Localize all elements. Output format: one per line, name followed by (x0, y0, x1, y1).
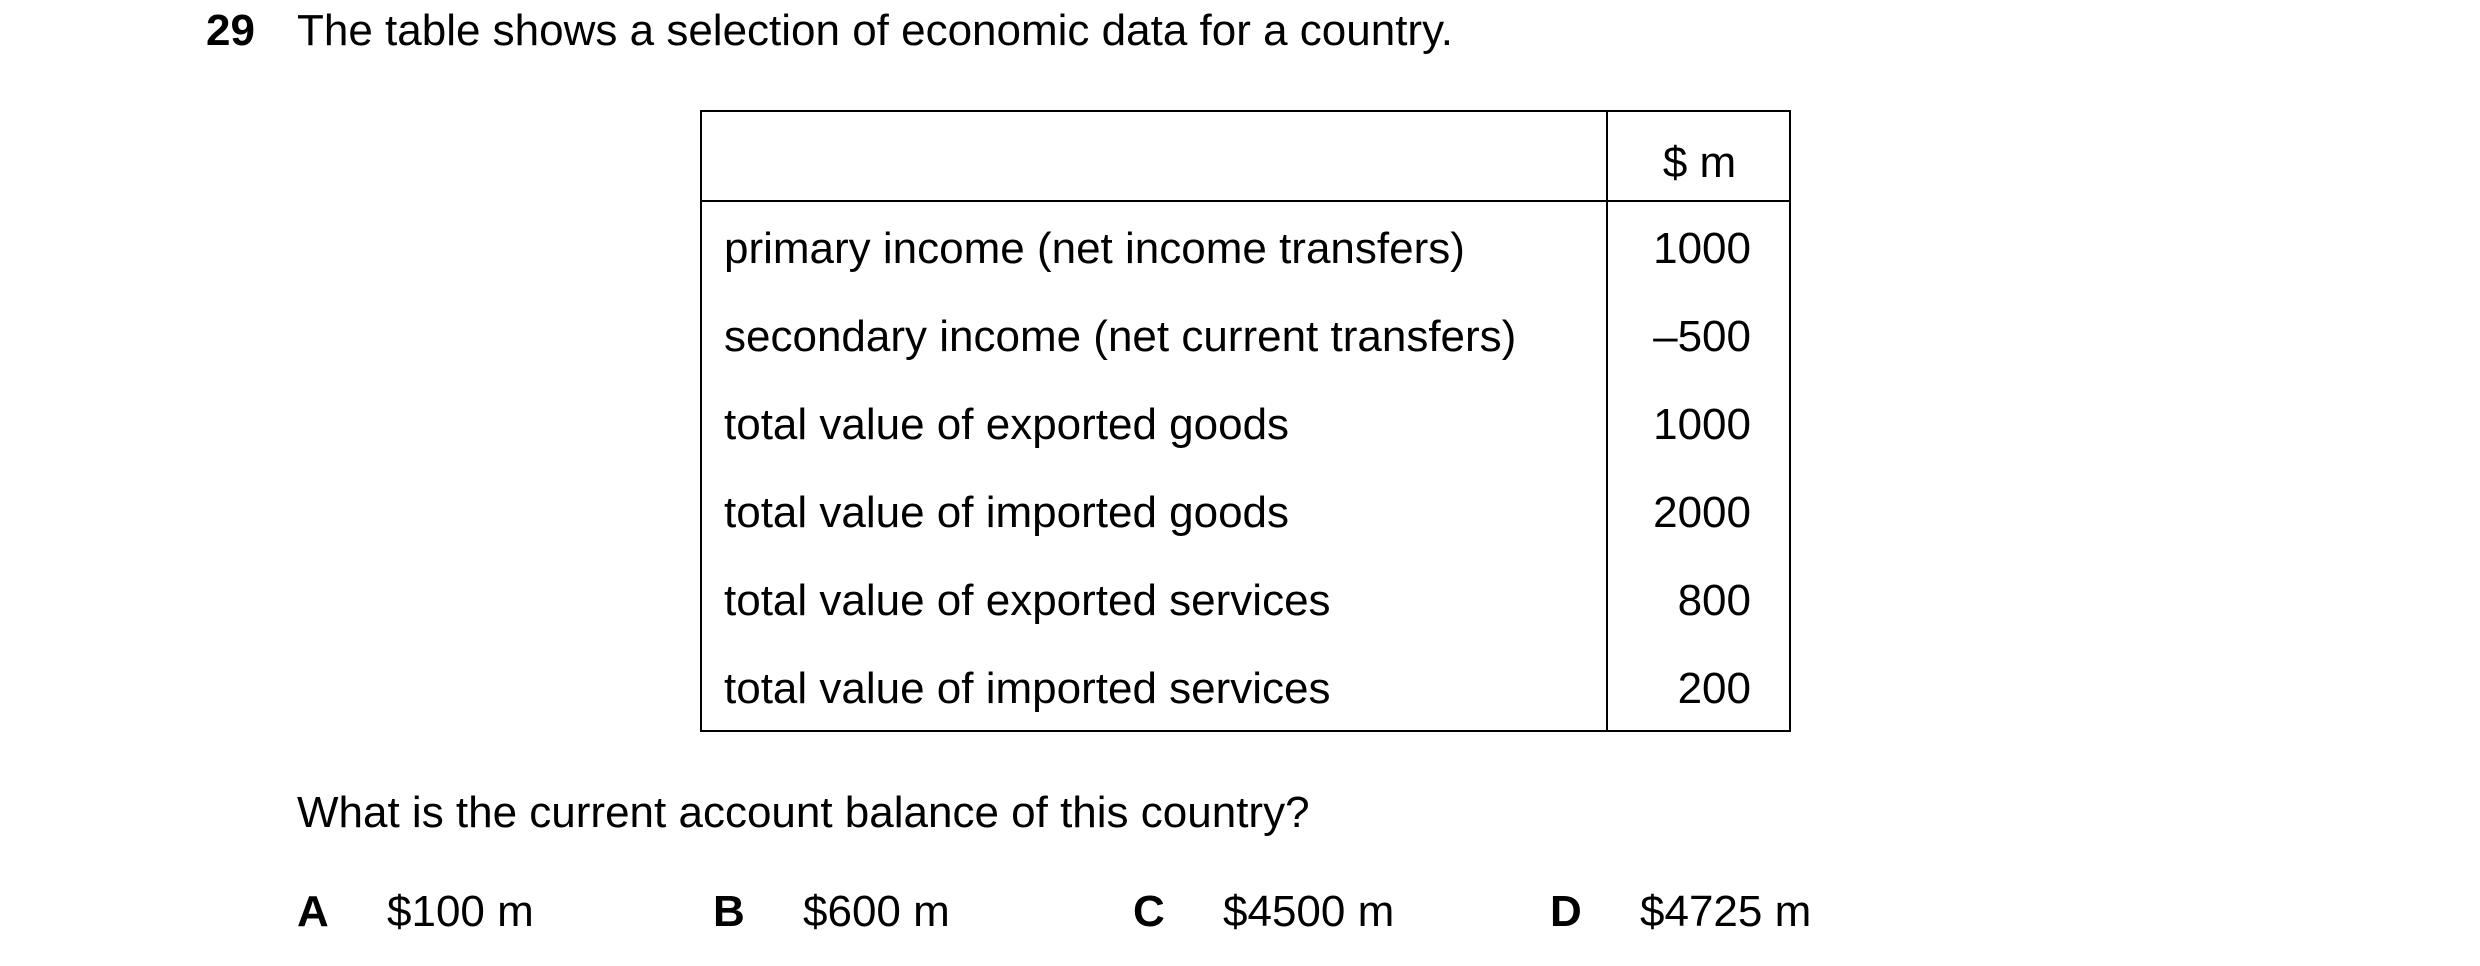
option-letter: D (1550, 887, 1582, 936)
question-number: 29 (206, 6, 255, 55)
row-label: primary income (net income transfers) (724, 224, 1465, 273)
option-letter: B (713, 887, 745, 936)
question-prompt: What is the current account balance of this country? (297, 788, 1310, 837)
option-text: $100 m (387, 887, 534, 936)
table-row (702, 572, 1789, 660)
option-text: $600 m (803, 887, 950, 936)
table-row (702, 220, 1789, 308)
row-label: secondary income (net current transfers) (724, 312, 1517, 361)
row-value: 1000 (1653, 400, 1751, 449)
unit-header: $ m (1662, 138, 1737, 187)
table-body (702, 220, 1789, 748)
row-label: total value of imported services (724, 664, 1331, 713)
row-value: 800 (1677, 576, 1751, 625)
row-value: 200 (1677, 664, 1751, 713)
table-row (702, 308, 1789, 396)
row-value: –500 (1653, 312, 1751, 361)
option-letter: A (297, 887, 329, 936)
row-label: total value of exported goods (724, 400, 1290, 449)
table-row (702, 660, 1789, 748)
option-text: $4500 m (1223, 887, 1395, 936)
option-text: $4725 m (1640, 887, 1812, 936)
table-row (702, 484, 1789, 572)
row-label: total value of exported services (724, 576, 1331, 625)
row-value: 1000 (1653, 224, 1751, 273)
row-label: total value of imported goods (724, 488, 1290, 537)
table-row (702, 396, 1789, 484)
row-value: 2000 (1653, 488, 1751, 537)
answer-options (0, 883, 2480, 943)
economic-data-table (700, 110, 1791, 732)
option-letter: C (1133, 887, 1165, 936)
question-stem: The table shows a selection of economic data for a country. (297, 6, 1454, 55)
